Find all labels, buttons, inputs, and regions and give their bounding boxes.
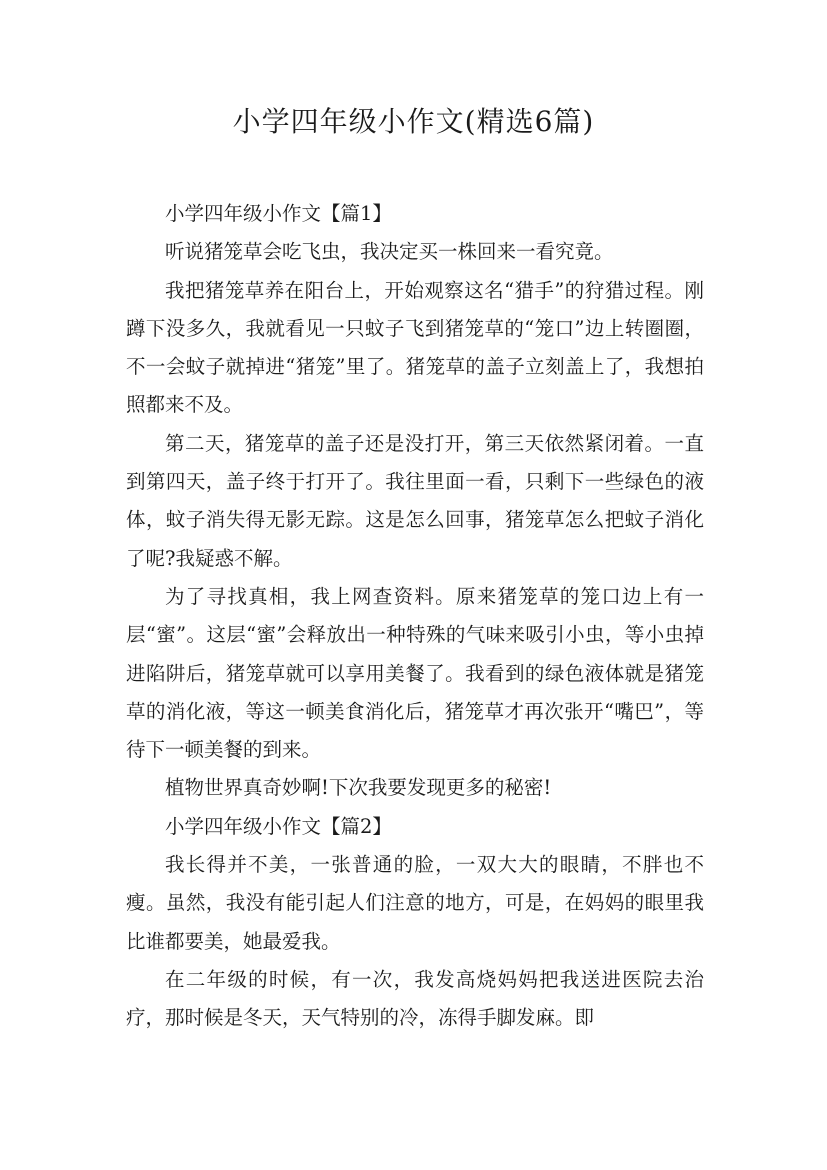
paragraph: 在二年级的时候，有一次，我发高烧妈妈把我送进医院去治疗，那时候是冬天，天气特别的冷，冻得手脚发麻。即: [126, 967, 704, 1030]
paragraph: 植物世界真奇妙啊!下次我要发现更多的秘密!: [165, 776, 552, 800]
paragraph: 听说猪笼草会吃飞虫，我决定买一株回来一看究竟。: [165, 240, 614, 264]
paragraph: 为了寻找真相，我上网查资料。原来猪笼草的笼口边上有一层“蜜”。这层“蜜”会释放出一种特殊的气味来吸引小虫，等小虫掉进陷阱后，猪笼草就可以享用美餐了。我看到的绿色液体就是猪笼草的消化液，等这一顿美食消化后，猪笼草才再次张开“嘴巴”，等待下一顿美餐的到来。: [126, 584, 704, 762]
document-body: [126, 195, 704, 1038]
document-title: 小学四年级小作文(精选6篇): [232, 105, 595, 138]
section-heading-1: 小学四年级小作文【篇1】: [165, 202, 392, 225]
paragraph: 第二天，猪笼草的盖子还是没打开，第三天依然紧闭着。一直到第四天，盖子终于打开了。我往里面一看，只剩下一些绿色的液体，蚊子消失得无影无踪。这是怎么回事，猪笼草怎么把蚊子消化了呢?我疑惑不解。: [126, 431, 704, 570]
paragraph: 我把猪笼草养在阳台上，开始观察这名“猎手”的狩猎过程。刚蹲下没多久，我就看见一只蚊子飞到猪笼草的“笼口”边上转圈圈，不一会蚊子就掉进“猪笼”里了。猪笼草的盖子立刻盖上了，我想拍照都来不及。: [126, 278, 704, 417]
paragraph: 我长得并不美，一张普通的脸，一双大大的眼睛，不胖也不瘦。虽然，我没有能引起人们注意的地方，可是，在妈妈的眼里我比谁都要美，她最爱我。: [126, 853, 704, 953]
section-heading-2: 小学四年级小作文【篇2】: [165, 814, 392, 838]
